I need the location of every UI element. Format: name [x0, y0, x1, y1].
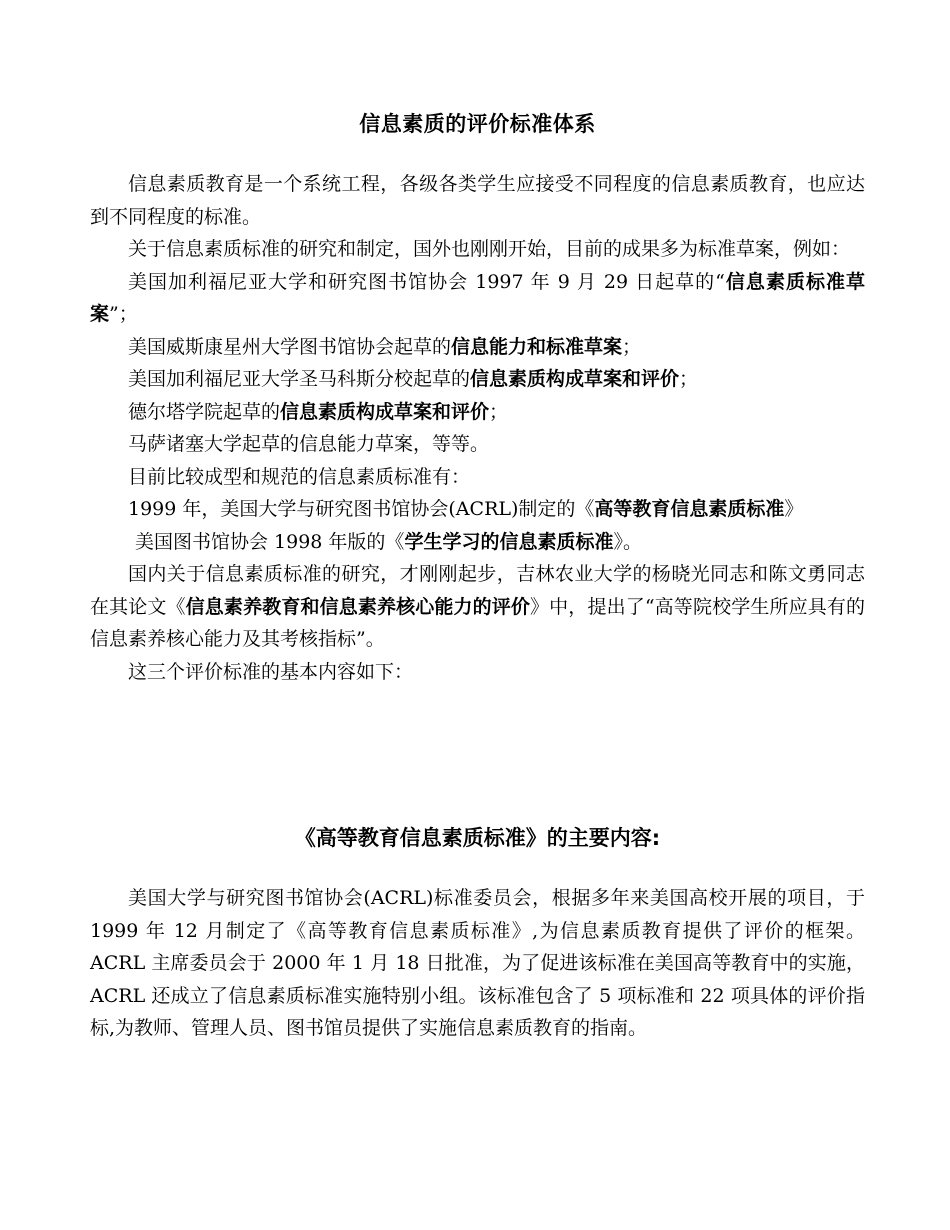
bold-title: 信息素养教育和信息素养核心能力的评价 — [185, 595, 531, 618]
paragraph-text: 德尔塔学院起草的 — [128, 400, 281, 423]
paragraph — [90, 558, 865, 656]
paragraph-text: 美国威斯康星州大学图书馆协会起草的 — [128, 335, 452, 358]
paragraph — [90, 882, 865, 1045]
document-page — [90, 0, 865, 1230]
paragraph-text: 关于信息素质标准的研究和制定，国外也刚刚开始，目前的成果多为标准草案，例如： — [128, 238, 851, 260]
paragraph-text: ； — [489, 400, 509, 423]
paragraph-text: 》 — [784, 498, 804, 520]
paragraph-text: 美国大学与研究图书馆协会(ACRL)标准委员会，根据多年来美国高校开展的项目，于 1999 年 12 月制定了《高等教育信息素质标准》,为信息素质教育提供了评价的框架。ACRL 主席委员会于 2000 年 1 月 18 日批准，为了促进该标准在美国高等教育中的实施，ACRL 还成立了信息素质标准实施特别小组。该标准包含了 5 项标准和 22 项具体的评价指标,为教师、管理人员、图书馆员提供了实施信息素质教育的指南。 — [90, 887, 865, 1039]
paragraph — [90, 363, 865, 396]
paragraph — [90, 396, 865, 429]
paragraph — [90, 331, 865, 364]
paragraph-text: 美国加利福尼亚大学和研究图书馆协会 1997 年 9 月 29 日起草的“ — [128, 270, 725, 293]
paragraph-text: ； — [622, 335, 642, 358]
paragraph — [90, 428, 865, 461]
paragraph — [90, 461, 865, 494]
paragraph-text: 信息素质教育是一个系统工程，各级各类学生应接受不同程度的信息素质教育，也应达到不同程度的标准。 — [90, 173, 865, 228]
bold-title: 信息能力和标准草案 — [451, 335, 623, 358]
section-heading: 《高等教育信息素质标准》的主要内容: — [294, 826, 661, 850]
paragraph-text: 目前比较成型和规范的信息素质标准有： — [128, 465, 471, 488]
paragraph-text: 1999 年，美国大学与研究图书馆协会(ACRL)制定的《 — [128, 498, 595, 520]
bold-title: 高等教育信息素质标准 — [594, 498, 785, 520]
paragraph-text: 美国图书馆协会 1998 年版的《 — [135, 530, 405, 553]
paragraph — [90, 266, 865, 331]
paragraph-text: 》中，提出了“高等院校学生所应具有的信息素养核心能力及其考核指标”。 — [90, 595, 865, 650]
paragraph — [90, 656, 865, 689]
paragraph-text: 》。 — [613, 530, 642, 553]
paragraph-text: 美国加利福尼亚大学圣马科斯分校起草的 — [128, 368, 471, 390]
paragraph-text: ”； — [109, 303, 138, 325]
paragraph — [90, 168, 865, 233]
intro-section — [90, 168, 865, 688]
paragraph-text: 马萨诸塞大学起草的信息能力草案，等等。 — [128, 433, 490, 455]
bold-title: 信息素质构成草案和评价 — [280, 400, 490, 423]
paragraph — [90, 233, 865, 266]
page-title: 信息素质的评价标准体系 — [359, 112, 596, 136]
bold-title: 信息素质标准草案 — [90, 270, 865, 325]
bold-title: 学生学习的信息素质标准 — [404, 530, 614, 553]
section2-body — [90, 882, 865, 1045]
paragraph-text: 这三个评价标准的基本内容如下： — [128, 660, 414, 683]
bold-title: 信息素质构成草案和评价 — [470, 368, 680, 390]
paragraph-text: 国内关于信息素质标准的研究，才刚刚起步，吉林农业大学的杨晓光同志和陈文勇同志在其论文《 — [90, 563, 865, 618]
paragraph-text: ； — [679, 368, 699, 390]
paragraph — [90, 526, 865, 559]
paragraph — [90, 493, 865, 526]
